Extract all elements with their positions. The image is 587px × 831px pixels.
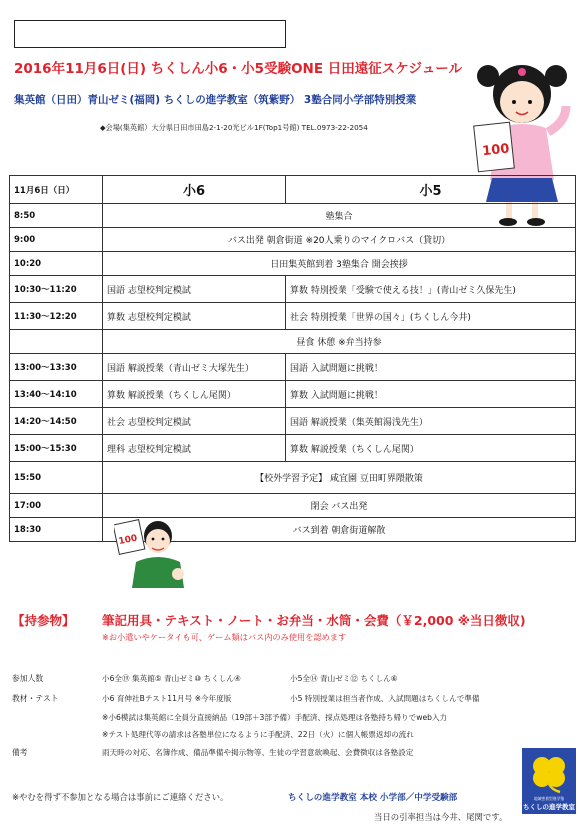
clover-icon	[522, 748, 576, 794]
schedule-row	[10, 252, 576, 276]
doodle-score-boy: 100	[117, 533, 139, 548]
schedule-row	[10, 330, 576, 354]
schedule-time: 13:00～13:30	[10, 354, 103, 381]
boy-illustration	[114, 514, 190, 588]
grade6-header: 小6	[103, 176, 286, 204]
schedule-row	[10, 276, 576, 303]
schedule-joint-activity: 昼食 休憩 ※弁当持参	[103, 330, 576, 354]
schedule-time: 10:30～11:20	[10, 276, 103, 303]
schedule-time: 11:30～12:20	[10, 303, 103, 330]
materials-label: 教材・テスト	[12, 694, 59, 703]
schedule-grade5-activity: 算数 特別授業「受験で使える技！」(青山ゼミ久保先生)	[286, 276, 576, 303]
schedule-grade6-activity: 国語 解説授業（青山ゼミ大塚先生）	[103, 354, 286, 381]
schedule-time: 10:20	[10, 252, 103, 276]
schedule-table	[9, 175, 576, 542]
schedule-row	[10, 494, 576, 518]
schedule-joint-activity: 日田集英館到着 3塾集合 開会挨拶	[103, 252, 576, 276]
schedule-time	[10, 330, 103, 354]
schedule-date: 11月6日（日）	[10, 176, 103, 204]
logo-tagline: 地域密着型進学塾	[533, 796, 565, 801]
grade5-header: 小5	[286, 176, 576, 204]
schedule-time: 13:40～14:10	[10, 381, 103, 408]
materials-g5: 小5 特別授業は担当者作成、入試問題はちくしんで準備	[290, 694, 480, 703]
schedule-time: 8:50	[10, 204, 103, 228]
schedule-grade6-activity: 理科 志望校判定模試	[103, 435, 286, 462]
schedule-joint-activity: 【校外学習予定】 咸宜園 豆田町界隈散策	[103, 462, 576, 494]
items-label: 【持参物】	[12, 613, 75, 628]
items-note: ※お小遣いやケータイも可、ゲーム類はバス内のみ使用を認めます	[102, 632, 347, 642]
schedule-time: 18:30	[10, 518, 103, 542]
footer-leaders: 当日の引率担当は今井、尾関です。	[374, 812, 508, 822]
items-text: 筆記用具・テキスト・ノート・お弁当・水筒・会費（￥2,000 ※当日徴収)	[102, 613, 526, 628]
schedule-row	[10, 228, 576, 252]
materials-note2: ※テスト処理代等の請求は各塾単位になるように手配済、22日（火）に個人帳票返却の流れ	[102, 730, 414, 739]
schedule-time: 17:00	[10, 494, 103, 518]
schedule-grade5-activity: 国語 解説授業（集英館湯浅先生）	[286, 408, 576, 435]
remarks-text: 雨天時の対応、名簿作成、備品準備や掲示物等、生徒の学習意欲喚起、会費徴収は各塾設定	[102, 748, 414, 757]
schedule-joint-activity: 塾集合	[103, 204, 576, 228]
schedule-joint-activity: 閉会 バス出発	[103, 494, 576, 518]
schedule-time: 15:50	[10, 462, 103, 494]
schedule-grade6-activity: 国語 志望校判定模試	[103, 276, 286, 303]
logo-name: ちくしの進学教室	[523, 803, 575, 811]
schedule-grade5-activity: 算数 入試問題に挑戦！	[286, 381, 576, 408]
participants-label: 参加人数	[12, 674, 44, 683]
schedule-joint-activity: バス到着 朝倉街道解散	[103, 518, 576, 542]
participants-g6: 小6全⑲ 集英館⑤ 青山ゼミ⑩ ちくしん④	[102, 674, 241, 683]
schedule-grade5-activity: 社会 特別授業「世界の国々」(ちくしん今井)	[286, 303, 576, 330]
doodle-score: 100	[481, 141, 511, 160]
school-logo	[522, 748, 576, 814]
schedule-time: 14:20～14:50	[10, 408, 103, 435]
schedule-row	[10, 303, 576, 330]
schedule-row	[10, 408, 576, 435]
remarks-label: 備考	[12, 748, 28, 757]
footer-school: ちくしの進学教室 本校 小学部／中学受験部	[288, 793, 458, 803]
venue-info: ◆会場(集英館）大分県日田市田島2-1-20光ビル1F(Top1号館) TEL.0973-22-2054	[100, 123, 368, 132]
materials-note1: ※小6模試は集英館に全員分直接納品（19部＋3部予備）手配済、採点処理は各塾持ち帰りでweb入力	[102, 713, 448, 722]
schedule-row	[10, 462, 576, 494]
schedule-row	[10, 435, 576, 462]
absence-notice: ※やむを得ず不参加となる場合は事前にご連絡ください。	[12, 792, 229, 802]
schedule-grade6-activity: 算数 志望校判定模試	[103, 303, 286, 330]
page-subtitle: 集英館（日田）青山ゼミ(福岡) ちくしの進学教室（筑紫野） 3塾合同小学部特別授業	[14, 94, 417, 106]
schedule-grade6-activity: 算数 解説授業（ちくしん尾関）	[103, 381, 286, 408]
schedule-joint-activity: バス出発 朝倉街道 ※20人乗りのマイクロバス（貸切）	[103, 228, 576, 252]
schedule-header-row	[10, 176, 576, 204]
schedule-grade5-activity: 算数 解説授業（ちくしん尾関）	[286, 435, 576, 462]
schedule-row	[10, 354, 576, 381]
page-title: 2016年11月6日(日) ちくしん小6・小5受験ONE 日田遠征スケジュール	[14, 61, 462, 77]
schedule-row	[10, 518, 576, 542]
materials-g6: 小6 育伸社Bテスト11月号 ※今年度版	[102, 694, 232, 703]
blank-name-box	[14, 20, 286, 48]
schedule-body	[10, 176, 576, 542]
schedule-grade6-activity: 社会 志望校判定模試	[103, 408, 286, 435]
schedule-time: 15:00～15:30	[10, 435, 103, 462]
schedule-time: 9:00	[10, 228, 103, 252]
schedule-grade5-activity: 国語 入試問題に挑戦！	[286, 354, 576, 381]
participants-g5: 小5全⑭ 青山ゼミ⑫ ちくしん⑥	[290, 674, 398, 683]
schedule-row	[10, 381, 576, 408]
schedule-row	[10, 204, 576, 228]
